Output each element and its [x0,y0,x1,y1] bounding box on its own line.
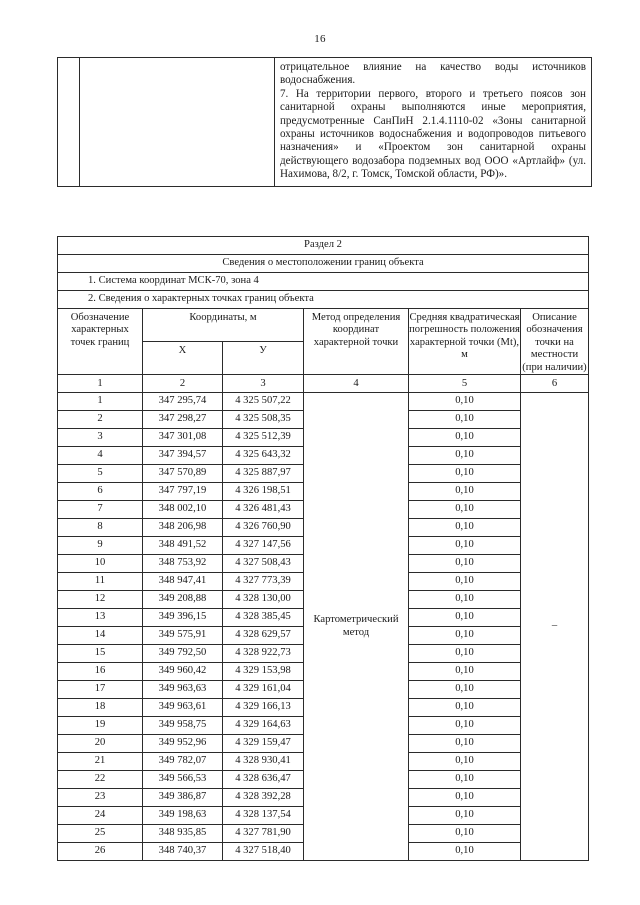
mean-square-error-value: 0,10 [409,411,521,429]
point-number: 26 [58,843,143,861]
coordinate-x: 347 797,19 [143,483,223,501]
coordinate-y: 4 325 508,35 [223,411,304,429]
coordinate-x: 349 960,42 [143,663,223,681]
coordinate-x: 348 935,85 [143,825,223,843]
mean-square-error-value: 0,10 [409,627,521,645]
coordinate-y: 4 328 385,45 [223,609,304,627]
mean-square-error-value: 0,10 [409,645,521,663]
coordinate-y: 4 328 636,47 [223,771,304,789]
paragraph-cell [275,58,592,187]
coordinate-y: 4 327 147,56 [223,537,304,555]
point-number: 19 [58,717,143,735]
mean-square-error-value: 0,10 [409,735,521,753]
mean-square-error-value: 0,10 [409,591,521,609]
point-number: 21 [58,753,143,771]
coordinate-x: 349 792,50 [143,645,223,663]
coordinate-y: 4 327 781,90 [223,825,304,843]
mean-square-error-value: 0,10 [409,717,521,735]
coordinate-y: 4 327 508,43 [223,555,304,573]
point-number: 17 [58,681,143,699]
mean-square-error-value: 0,10 [409,483,521,501]
coordinate-x: 349 963,63 [143,681,223,699]
coordinate-x: 349 198,63 [143,807,223,825]
coordinate-y: 4 329 166,13 [223,699,304,717]
point-number: 22 [58,771,143,789]
coordinate-y: 4 327 518,40 [223,843,304,861]
mean-square-error-value: 0,10 [409,753,521,771]
mean-square-error-value: 0,10 [409,537,521,555]
coordinate-system-item: 1. Система координат МСК-70, зона 4 [58,273,589,291]
coordinate-y: 4 325 507,22 [223,393,304,411]
coordinate-y: 4 329 161,04 [223,681,304,699]
table-header-row-1 [58,309,589,342]
point-number: 8 [58,519,143,537]
coordinate-x: 349 208,88 [143,591,223,609]
point-number: 7 [58,501,143,519]
point-number: 11 [58,573,143,591]
section-banner: Раздел 2 [58,237,589,255]
mean-square-error-value: 0,10 [409,393,521,411]
header-point-designation: Обозначение характерных точек границ [58,309,143,375]
mean-square-error-value: 0,10 [409,519,521,537]
coordinate-y: 4 329 159,47 [223,735,304,753]
table-row [58,393,589,411]
point-number: 9 [58,537,143,555]
coordinate-y: 4 326 481,43 [223,501,304,519]
colnum-1: 1 [58,375,143,393]
coordinate-y: 4 325 887,97 [223,465,304,483]
point-number: 12 [58,591,143,609]
mean-square-error-value: 0,10 [409,681,521,699]
point-number: 10 [58,555,143,573]
coordinate-y: 4 328 930,41 [223,753,304,771]
coordinate-x: 349 782,07 [143,753,223,771]
coordinate-y: 4 328 629,57 [223,627,304,645]
coordinate-y: 4 327 773,39 [223,573,304,591]
point-number: 2 [58,411,143,429]
coordinate-x: 347 298,27 [143,411,223,429]
header-mean-square-error: Средняя квадратическая погрешность положения характерной точки (Мt), м [409,309,521,375]
colnum-5: 5 [409,375,521,393]
mean-square-error-value: 0,10 [409,465,521,483]
mean-square-error-value: 0,10 [409,501,521,519]
coordinate-x: 347 394,57 [143,447,223,465]
colnum-3: 3 [223,375,304,393]
characteristic-points-item: 2. Сведения о характерных точках границ объекта [58,291,589,309]
header-coordinates: Координаты, м [143,309,304,342]
table-row-item-1 [58,273,589,291]
mean-square-error-value: 0,10 [409,825,521,843]
coordinate-x: 349 952,96 [143,735,223,753]
mean-square-error-value: 0,10 [409,447,521,465]
coordinate-y: 4 325 512,39 [223,429,304,447]
coordinate-x: 349 963,61 [143,699,223,717]
point-number: 20 [58,735,143,753]
mean-square-error-value: 0,10 [409,807,521,825]
header-method: Метод определения координат характерной точки [304,309,409,375]
point-number: 5 [58,465,143,483]
coordinate-x: 348 002,10 [143,501,223,519]
coordinate-x: 347 301,08 [143,429,223,447]
table-row [58,58,592,187]
point-number: 4 [58,447,143,465]
mean-square-error-value: 0,10 [409,429,521,447]
coordinate-y: 4 328 922,73 [223,645,304,663]
point-number: 3 [58,429,143,447]
method-value: Картометрический метод [304,393,409,861]
description-value: – [521,393,589,861]
coordinate-x: 349 958,75 [143,717,223,735]
point-number: 16 [58,663,143,681]
coordinate-x: 348 740,37 [143,843,223,861]
colnum-6: 6 [521,375,589,393]
coordinate-y: 4 328 130,00 [223,591,304,609]
coordinate-x: 347 570,89 [143,465,223,483]
coordinate-y: 4 326 760,90 [223,519,304,537]
coordinate-x: 349 396,15 [143,609,223,627]
point-number: 15 [58,645,143,663]
point-number: 13 [58,609,143,627]
mean-square-error-value: 0,10 [409,789,521,807]
point-number: 24 [58,807,143,825]
coordinate-x: 349 386,87 [143,789,223,807]
colnum-2: 2 [143,375,223,393]
header-coord-x: X [143,342,223,375]
mean-square-error-value: 0,10 [409,609,521,627]
header-description: Описание обозначения точки на местности (при наличии) [521,309,589,375]
header-coord-y: У [223,342,304,375]
point-number: 6 [58,483,143,501]
mean-square-error-value: 0,10 [409,663,521,681]
point-number: 23 [58,789,143,807]
coordinate-y: 4 326 198,51 [223,483,304,501]
coordinate-y: 4 328 392,28 [223,789,304,807]
point-number: 25 [58,825,143,843]
point-number: 1 [58,393,143,411]
table-column-number-row [58,375,589,393]
coordinate-x: 347 295,74 [143,393,223,411]
mean-square-error-value: 0,10 [409,573,521,591]
coordinate-y: 4 325 643,32 [223,447,304,465]
coordinate-x: 348 947,41 [143,573,223,591]
table-row-section-banner [58,237,589,255]
coordinate-x: 349 575,91 [143,627,223,645]
paragraph-item-7: 7. На территории первого, второго и третьего поясов зон санитарной охраны выполняются иные мероприятия, предусмотренные СанПиН 2.1.4.1110-02 «Зоны санитарной охраны источников водоснабжения и водопроводов питьевого назначения» и «Проектом зон санитарной охраны действующего водозабора подземных вод ООО «Артлайф» (ул. Нахимова, 8/2, г. Томск, Томской области, РФ)». [280,87,586,181]
mean-square-error-value: 0,10 [409,843,521,861]
empty-cell-left [58,58,80,187]
table-row-section-title [58,255,589,273]
coordinate-x: 348 491,52 [143,537,223,555]
point-number: 14 [58,627,143,645]
section-2-table [57,236,589,861]
coordinate-y: 4 329 153,98 [223,663,304,681]
point-number: 18 [58,699,143,717]
colnum-4: 4 [304,375,409,393]
mean-square-error-value: 0,10 [409,555,521,573]
table-row-item-2 [58,291,589,309]
page-number: 16 [314,33,326,45]
coordinate-y: 4 328 137,54 [223,807,304,825]
coordinate-x: 348 206,98 [143,519,223,537]
mean-square-error-value: 0,10 [409,699,521,717]
coordinate-x: 348 753,92 [143,555,223,573]
paragraph-continuation: отрицательное влияние на качество воды источников водоснабжения. [280,61,586,87]
coordinate-x: 349 566,53 [143,771,223,789]
empty-cell-middle [80,58,275,187]
section-title: Сведения о местоположении границ объекта [58,255,589,273]
coordinate-y: 4 329 164,63 [223,717,304,735]
mean-square-error-value: 0,10 [409,771,521,789]
continuation-table [57,57,592,187]
